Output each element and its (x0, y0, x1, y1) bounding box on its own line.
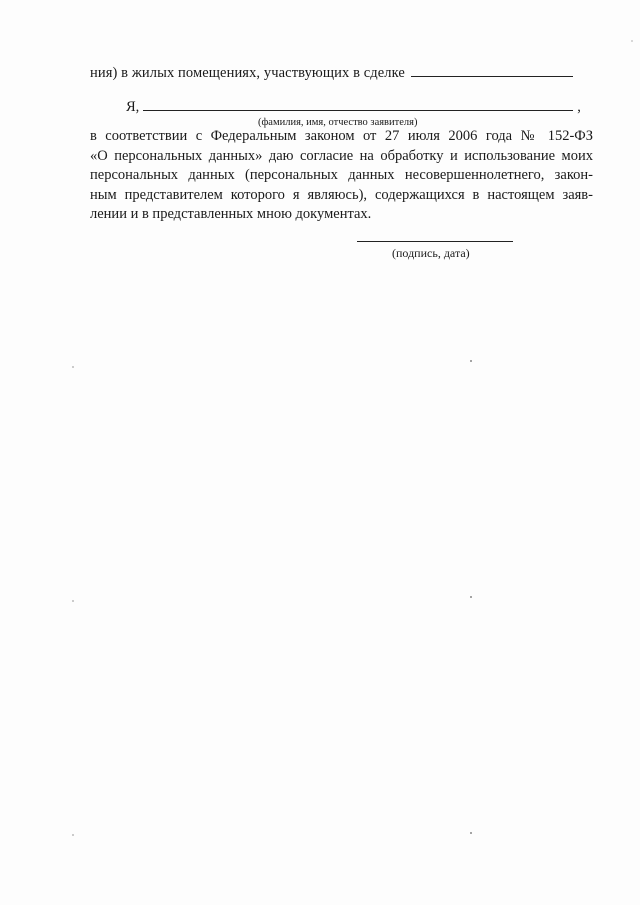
scan-speck (470, 360, 472, 362)
deal-blank-field[interactable] (411, 64, 573, 77)
consent-line: ным представителем которого я являюсь), содержащихся в настоящем заяв- (90, 186, 593, 203)
scan-speck (72, 600, 74, 602)
consent-line: персональных данных (персональных данных несовершеннолетнего, закон- (90, 167, 593, 184)
scan-speck (470, 596, 472, 598)
consent-line: в соответствии с Федеральным законом от 27 июля 2006 года № 152-ФЗ (90, 128, 593, 144)
consent-paragraph (90, 127, 593, 225)
deal-participants-text: ния) в жилых помещениях, участвующих в сделке (90, 65, 405, 81)
scan-speck (631, 40, 633, 42)
scan-speck (72, 366, 74, 368)
scan-speck (72, 834, 74, 836)
applicant-name-field[interactable] (143, 98, 573, 111)
signature-field[interactable] (357, 241, 513, 242)
consent-line: «О персональных данных» даю согласие на обработку и использование моих (90, 147, 593, 164)
applicant-name-caption: (фамилия, имя, отчество заявителя) (258, 117, 418, 128)
scan-speck (470, 832, 472, 834)
deal-participants-line (90, 64, 573, 82)
applicant-suffix: , (577, 99, 581, 115)
applicant-prefix: Я, (126, 99, 140, 115)
signature-caption: (подпись, дата) (392, 246, 470, 260)
applicant-name-line (126, 98, 581, 116)
consent-line: лении и в представленных мною документах. (90, 206, 372, 223)
